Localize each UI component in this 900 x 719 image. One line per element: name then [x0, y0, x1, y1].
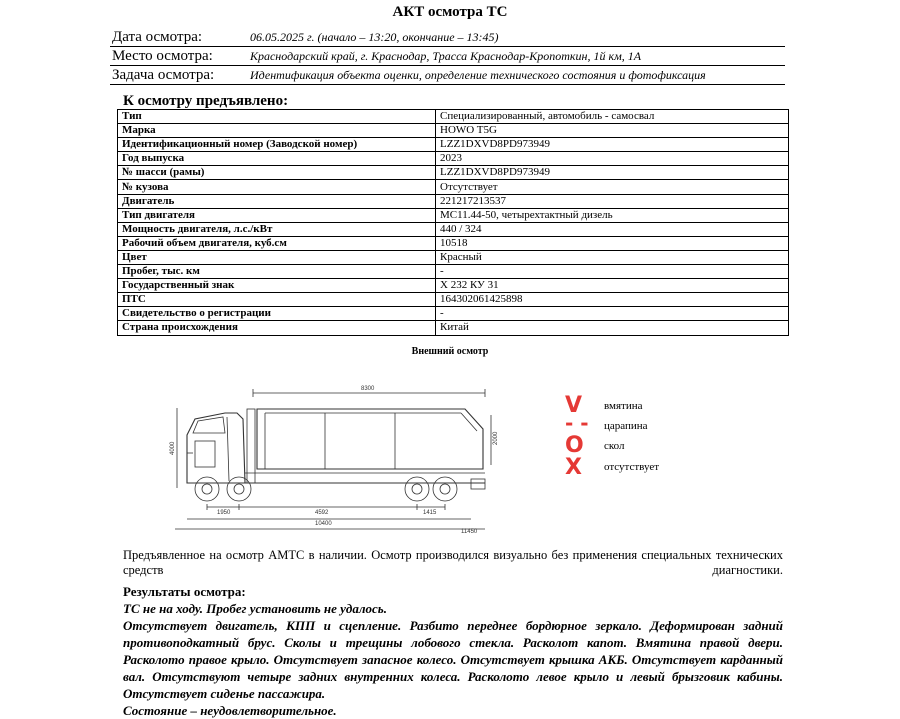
specs-key: Двигатель [118, 194, 436, 208]
results-line-1: ТС не на ходу. Пробег установить не удалось. [123, 601, 387, 616]
task-value: Идентификация объекта оценки, определение технического состояния и фотофиксация [250, 68, 706, 82]
dim-body-height: 2000 [493, 431, 499, 445]
specs-row [118, 236, 789, 250]
specs-row [118, 250, 789, 264]
dim-wb2: 4592 [315, 510, 329, 516]
dump-body [257, 409, 483, 469]
document-title: АКТ осмотра ТС [392, 4, 508, 20]
dim-len3: 11450 [461, 529, 478, 535]
specs-value: 10518 [436, 236, 789, 250]
specs-key: Мощность двигателя, л.с./кВт [118, 222, 436, 236]
legend-chip-mark: O [565, 433, 584, 458]
specs-row [118, 222, 789, 236]
header-row-task [110, 66, 785, 85]
results-text [123, 600, 783, 719]
wheel-rear-1 [405, 477, 429, 501]
external-inspection-title: Внешний осмотр [411, 346, 489, 357]
place-value: Краснодарский край, г. Краснодар, Трасса Краснодар-Кропоткин, 1й км, 1А [250, 49, 642, 63]
legend-scratch-label: царапина [604, 420, 648, 432]
specs-value: - [436, 307, 789, 321]
specs-key: Пробег, тыс. км [118, 265, 436, 279]
specs-row [118, 180, 789, 194]
specs-key: Марка [118, 124, 436, 138]
specs-value: - [436, 265, 789, 279]
specs-title: К осмотру предъявлено: [123, 93, 289, 109]
specs-row [118, 194, 789, 208]
specs-value: HOWO T5G [436, 124, 789, 138]
specs-value: LZZ1DXVD8PD973949 [436, 138, 789, 152]
wheel-rear-2 [433, 477, 457, 501]
legend-chip-label: скол [604, 440, 625, 452]
specs-key: № шасси (рамы) [118, 166, 436, 180]
specs-value: 164302061425898 [436, 293, 789, 307]
specs-key: Свидетельство о регистрации [118, 307, 436, 321]
specs-value: 2023 [436, 152, 789, 166]
specs-row [118, 279, 789, 293]
legend-missing-mark: X [565, 455, 582, 480]
specs-key: № кузова [118, 180, 436, 194]
specs-key: Государственный знак [118, 279, 436, 293]
legend-scratch-mark: - - [565, 411, 589, 435]
truck-drawing [165, 383, 525, 535]
dim-wb1: 1950 [217, 510, 231, 516]
dim-total-length: 8300 [361, 386, 375, 392]
specs-value: Китай [436, 321, 789, 335]
date-value: 06.05.2025 г. (начало – 13:20, окончание – 13:45) [250, 30, 499, 44]
dim-len2: 10400 [315, 521, 332, 527]
dim-overall-height: 4000 [170, 441, 176, 455]
specs-row [118, 138, 789, 152]
specs-row [118, 110, 789, 124]
wheel-front-2 [227, 477, 251, 501]
legend-missing-label: отсутствует [604, 461, 660, 473]
specs-key: Страна происхождения [118, 321, 436, 335]
specs-value: Красный [436, 250, 789, 264]
specs-key: Цвет [118, 250, 436, 264]
specs-value: Отсутствует [436, 180, 789, 194]
specs-value: 221217213537 [436, 194, 789, 208]
header-row-date [110, 28, 785, 47]
date-label: Дата осмотра: [112, 29, 203, 45]
cab-tower [247, 409, 255, 483]
specs-value: Х 232 КУ 31 [436, 279, 789, 293]
header-row-place [110, 47, 785, 66]
legend-dent-mark: V [565, 393, 583, 418]
specs-value: LZZ1DXVD8PD973949 [436, 166, 789, 180]
specs-key: Год выпуска [118, 152, 436, 166]
place-label: Место осмотра: [112, 48, 213, 64]
specs-key: Рабочий объем двигателя, куб.см [118, 236, 436, 250]
specs-key: Тип [118, 110, 436, 124]
wheel-front-1 [195, 477, 219, 501]
truck-cab [187, 413, 245, 483]
specs-table [117, 109, 789, 336]
task-label: Задача осмотра: [112, 67, 215, 83]
specs-row [118, 293, 789, 307]
specs-key: Тип двигателя [118, 208, 436, 222]
specs-row [118, 208, 789, 222]
specs-value: Специализированный, автомобиль - самосвал [436, 110, 789, 124]
results-line-3: Состояние – неудовлетворительное. [123, 703, 337, 718]
specs-row [118, 166, 789, 180]
specs-row [118, 265, 789, 279]
results-title: Результаты осмотра: [123, 584, 246, 599]
specs-key: ПТС [118, 293, 436, 307]
results-line-2: Отсутствует двигатель, КПП и сцепление. Разбито переднее бордюрное зеркало. Деформирован задний противоподкатный брус. Сколы и трещины лобового стекла. Расколот капот. Вмятина правой двери. Расколото правое крыло. Отсутствует запасное колесо. Отсутствует крышка АКБ. Отсутствует карданный вал. Отсутствуют четыре задних внутренних колеса. Расколото левое крыло и левый брызговик кабины. Отсутствует сиденье пассажира. [123, 618, 783, 701]
dim-wb3: 1415 [423, 510, 437, 516]
specs-row [118, 152, 789, 166]
specs-row [118, 321, 789, 335]
specs-key: Идентификационный номер (Заводской номер) [118, 138, 436, 152]
specs-value: 440 / 324 [436, 222, 789, 236]
specs-value: MC11.44-50, четырехтактный дизель [436, 208, 789, 222]
cab-window [193, 417, 225, 433]
legend-dent-label: вмятина [604, 400, 643, 412]
specs-row [118, 124, 789, 138]
intro-paragraph: Предъявленное на осмотр АМТС в наличии. Осмотр производился визуально без применения специальных технических средств диагностики. [123, 548, 783, 577]
specs-row [118, 307, 789, 321]
